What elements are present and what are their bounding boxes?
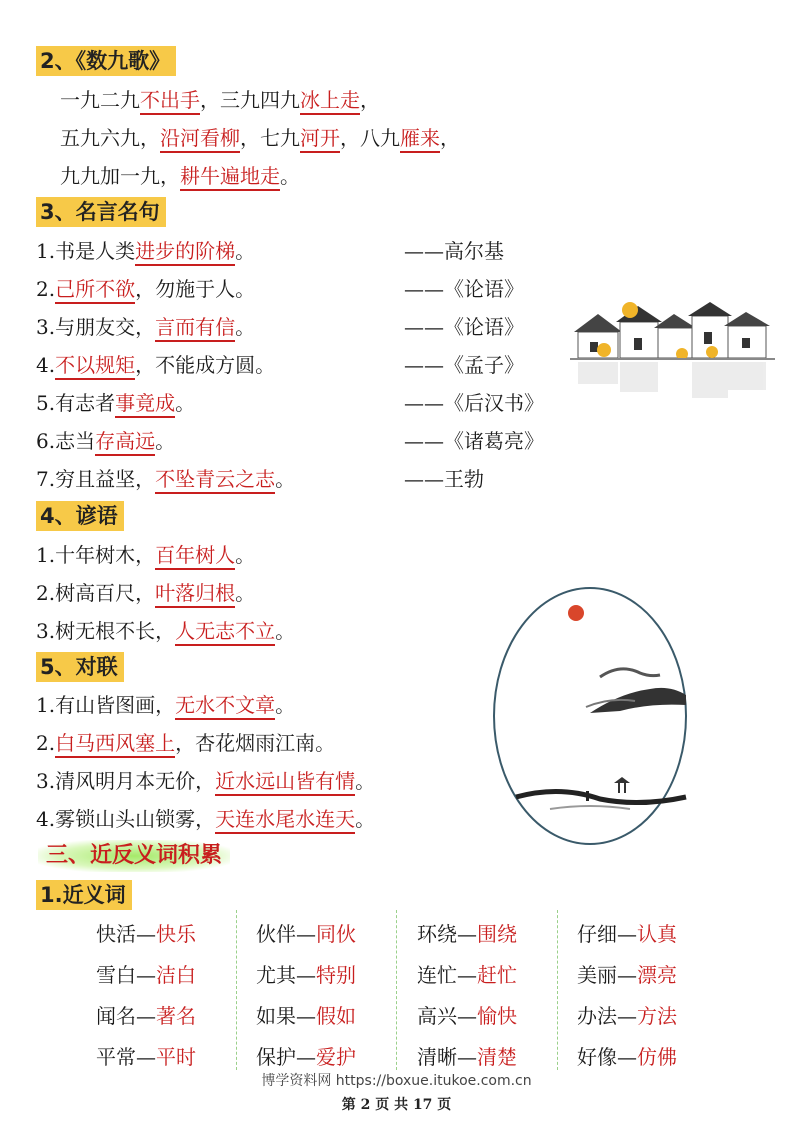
synonym-answer: 赶忙 — [477, 963, 517, 987]
line-text: 九九加一九， — [60, 164, 180, 188]
answer-text: 不出手 — [140, 88, 200, 115]
ink-landscape-oval-illustration — [490, 585, 690, 847]
section-heading-shujiuge: 2、《数九歌》 — [36, 46, 176, 76]
line-text: 3.清风明月本无价， — [36, 769, 216, 793]
synonym-word: 连忙 — [417, 963, 457, 987]
dash: — — [457, 963, 477, 987]
line-text: 1.有山皆图画， — [36, 693, 176, 717]
section-heading-synonyms: 1.近义词 — [36, 880, 132, 910]
line-text: 。 — [155, 429, 176, 453]
synonym-pair — [256, 961, 356, 989]
answer-text: 沿河看柳 — [160, 126, 240, 153]
synonym-word: 保护 — [256, 1045, 296, 1069]
quote-line — [36, 275, 255, 303]
synonym-answer: 愉快 — [477, 1004, 517, 1028]
answer-text: 天连水尾水连天 — [215, 807, 355, 834]
synonym-pair — [256, 1043, 356, 1071]
synonym-pair — [96, 1002, 196, 1030]
quote-line — [36, 389, 195, 417]
answer-text: 不以规矩 — [55, 353, 135, 380]
quote-line — [36, 351, 275, 379]
poem-line — [60, 162, 300, 190]
synonym-word: 美丽 — [577, 963, 617, 987]
line-text: 。 — [275, 693, 296, 717]
synonym-word: 快活 — [96, 922, 136, 946]
line-text: 。 — [275, 619, 296, 643]
synonym-word: 办法 — [577, 1004, 617, 1028]
line-text: ， — [440, 126, 460, 150]
answer-text: 河开 — [300, 126, 340, 153]
synonym-pair — [577, 1002, 677, 1030]
dash: — — [457, 922, 477, 946]
synonym-word: 伙伴 — [256, 922, 296, 946]
synonym-answer: 同伙 — [316, 922, 356, 946]
line-text: 。 — [355, 769, 376, 793]
poem-line — [60, 124, 460, 152]
synonym-pair — [96, 1043, 196, 1071]
synonym-pair — [96, 961, 196, 989]
quote-source: ——《论语》 — [404, 315, 524, 339]
line-text: 。 — [275, 467, 296, 491]
poem-line — [60, 86, 380, 114]
dash: — — [296, 1004, 316, 1028]
line-text: 3.与朋友交， — [36, 315, 156, 339]
column-divider — [396, 910, 397, 1070]
section-heading-couplets: 5、对联 — [36, 652, 124, 682]
line-text: 。 — [235, 315, 256, 339]
quote-source: ——《诸葛亮》 — [404, 429, 544, 453]
synonym-pair — [417, 1002, 517, 1030]
line-text: 4. — [36, 353, 56, 377]
line-text: ，七九 — [240, 126, 300, 150]
quote-source: ——王勃 — [404, 467, 484, 491]
couplet-line — [36, 805, 375, 833]
synonym-word: 平常 — [96, 1045, 136, 1069]
synonym-word: 高兴 — [417, 1004, 457, 1028]
synonym-word: 仔细 — [577, 922, 617, 946]
synonym-answer: 清楚 — [477, 1045, 517, 1069]
synonym-pair — [256, 920, 356, 948]
answer-text: 言而有信 — [155, 315, 235, 342]
proverb-line — [36, 541, 255, 569]
synonym-pair — [256, 1002, 356, 1030]
line-text: 。 — [355, 807, 376, 831]
couplet-line — [36, 729, 335, 757]
proverb-line — [36, 579, 255, 607]
dash: — — [617, 922, 637, 946]
line-text: 3.树无根不长， — [36, 619, 176, 643]
synonym-answer: 特别 — [316, 963, 356, 987]
dash: — — [136, 922, 156, 946]
quote-line — [36, 237, 255, 265]
synonym-answer: 快乐 — [156, 922, 196, 946]
dash: — — [296, 963, 316, 987]
line-text: 。 — [235, 239, 256, 263]
synonym-pair — [417, 961, 517, 989]
answer-text: 不坠青云之志 — [155, 467, 275, 494]
dash: — — [136, 963, 156, 987]
synonym-pair — [577, 961, 677, 989]
synonym-word: 好像 — [577, 1045, 617, 1069]
line-text: 7.穷且益坚， — [36, 467, 156, 491]
synonym-word: 清晰 — [417, 1045, 457, 1069]
line-text: 2. — [36, 277, 56, 301]
quote-source: ——《后汉书》 — [404, 391, 544, 415]
synonym-word: 雪白 — [96, 963, 136, 987]
line-text: 6.志当 — [36, 429, 96, 453]
line-text: 4.雾锁山头山锁雾， — [36, 807, 216, 831]
dash: — — [136, 1045, 156, 1069]
dash: — — [457, 1045, 477, 1069]
column-divider — [557, 910, 558, 1070]
answer-text: 人无志不立 — [175, 619, 275, 646]
answer-text: 冰上走 — [300, 88, 360, 115]
synonym-answer: 假如 — [316, 1004, 356, 1028]
answer-text: 雁来 — [400, 126, 440, 153]
proverb-line — [36, 617, 295, 645]
part-heading-synonyms-antonyms: 三、近反义词积累 — [38, 840, 230, 872]
line-text: 2. — [36, 731, 56, 755]
line-text: 1.书是人类 — [36, 239, 136, 263]
line-text: 一九二九 — [60, 88, 140, 112]
answer-text: 叶落归根 — [155, 581, 235, 608]
answer-text: 存高远 — [95, 429, 155, 456]
couplet-line — [36, 767, 375, 795]
answer-text: 事竟成 — [115, 391, 175, 418]
synonym-pair — [417, 1043, 517, 1071]
dash: — — [617, 1004, 637, 1028]
column-divider — [236, 910, 237, 1070]
answer-text: 己所不欲 — [55, 277, 135, 304]
quote-source: ——《孟子》 — [404, 353, 524, 377]
quote-line — [36, 313, 255, 341]
synonym-answer: 方法 — [637, 1004, 677, 1028]
line-text: 。 — [235, 543, 256, 567]
synonym-pair — [417, 920, 517, 948]
synonym-answer: 漂亮 — [637, 963, 677, 987]
line-text: ，八九 — [340, 126, 400, 150]
synonym-answer: 著名 — [156, 1004, 196, 1028]
answer-text: 无水不文章 — [175, 693, 275, 720]
dash: — — [136, 1004, 156, 1028]
line-text: 五九六九， — [60, 126, 160, 150]
page-number: 第 2 页 共 17 页 — [341, 1097, 452, 1113]
line-text: 2.树高百尺， — [36, 581, 156, 605]
line-text: 。 — [235, 581, 256, 605]
line-text: ，杏花烟雨江南。 — [175, 731, 336, 755]
line-text: 1.十年树木， — [36, 543, 156, 567]
synonym-pair — [96, 920, 196, 948]
quote-source: ——《论语》 — [404, 277, 524, 301]
dash: — — [296, 922, 316, 946]
line-text: 5.有志者 — [36, 391, 116, 415]
line-text: ， — [360, 88, 380, 112]
couplet-line — [36, 691, 295, 719]
synonym-answer: 认真 — [637, 922, 677, 946]
synonym-answer: 洁白 — [156, 963, 196, 987]
answer-text: 近水远山皆有情 — [215, 769, 355, 796]
synonym-answer: 爱护 — [316, 1045, 356, 1069]
quote-source: ——高尔基 — [404, 239, 504, 263]
dash: — — [457, 1004, 477, 1028]
line-text: 。 — [280, 164, 300, 188]
dash: — — [296, 1045, 316, 1069]
dash: — — [617, 963, 637, 987]
synonym-word: 尤其 — [256, 963, 296, 987]
footer-url: 博学资料网 https://boxue.itukoe.com.cn — [261, 1073, 532, 1089]
answer-text: 白马西风塞上 — [55, 731, 175, 758]
line-text: 。 — [175, 391, 196, 415]
synonym-answer: 围绕 — [477, 922, 517, 946]
synonym-word: 环绕 — [417, 922, 457, 946]
synonym-answer: 仿佛 — [637, 1045, 677, 1069]
line-text: ，不能成方圆。 — [135, 353, 276, 377]
ink-village-illustration — [570, 292, 775, 422]
section-heading-proverbs: 4、谚语 — [36, 501, 124, 531]
quote-line — [36, 427, 175, 455]
line-text: ，三九四九 — [200, 88, 300, 112]
synonym-pair — [577, 920, 677, 948]
synonym-answer: 平时 — [156, 1045, 196, 1069]
synonym-word: 如果 — [256, 1004, 296, 1028]
answer-text: 百年树人 — [155, 543, 235, 570]
dash: — — [617, 1045, 637, 1069]
synonym-word: 闻名 — [96, 1004, 136, 1028]
section-heading-famous-quotes: 3、名言名句 — [36, 197, 166, 227]
answer-text: 耕牛遍地走 — [180, 164, 280, 191]
quote-line — [36, 465, 295, 493]
synonym-pair — [577, 1043, 677, 1071]
answer-text: 进步的阶梯 — [135, 239, 235, 266]
line-text: ，勿施于人。 — [135, 277, 256, 301]
